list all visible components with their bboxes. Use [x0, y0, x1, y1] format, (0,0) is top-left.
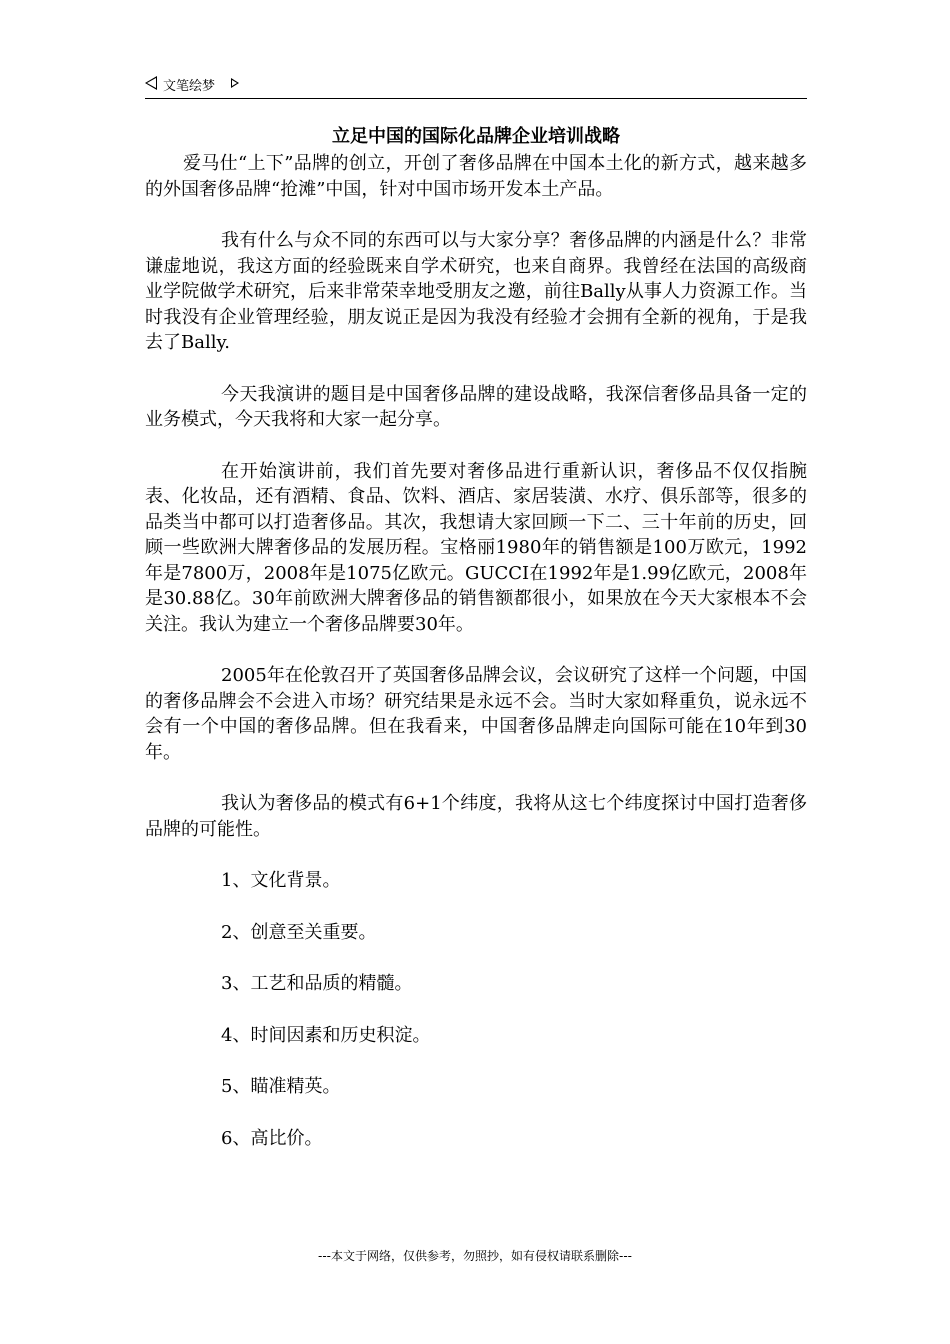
- list-item-1: 1、文化背景。: [221, 870, 341, 891]
- paragraph-2: 我有什么与众不同的东西可以与大家分享？奢侈品牌的内涵是什么？非常谦虚地说，我这方面的经验既来自学术研究，也来自商界。我曾经在法国的高级商业学院做学术研究，后来非常荣幸地受朋友之邀，前往Bally从事人力资源工作。当时我没有企业管理经验，朋友说正是因为我没有经验才会拥有全新的视角，于是我去了Bally.: [145, 230, 807, 353]
- document-title: 立足中国的国际化品牌企业培训战略: [332, 126, 620, 147]
- list-item-5: 5、瞄准精英。: [221, 1076, 341, 1097]
- header-brand: 文笔绘梦: [163, 79, 216, 94]
- page-header: [145, 72, 807, 99]
- paragraph-6: 我认为奢侈品的模式有6+1个纬度，我将从这七个纬度探讨中国打造奢侈品牌的可能性。: [145, 793, 807, 840]
- footer-disclaimer: ---本文于网络，仅供参考，勿照抄，如有侵权请联系删除---: [318, 1249, 632, 1263]
- paragraph-1: 爱马仕“上下”品牌的创立，开创了奢侈品牌在中国本土化的新方式，越来越多的外国奢侈品牌“抢滩”中国，针对中国市场开发本土产品。: [145, 153, 807, 200]
- right-arrow-icon: [231, 78, 239, 88]
- paragraph-5: 2005年在伦敦召开了英国奢侈品牌会议，会议研究了这样一个问题，中国的奢侈品牌会不会进入市场？研究结果是永远不会。当时大家如释重负，说永远不会有一个中国的奢侈品牌。但在我看来，中国奢侈品牌走向国际可能在10年到30年。: [145, 665, 807, 763]
- document-body: [145, 123, 807, 1177]
- list-item-6: 6、高比价。: [221, 1127, 323, 1149]
- paragraph-3: 今天我演讲的题目是中国奢侈品牌的建设战略，我深信奢侈品具备一定的业务模式，今天我将和大家一起分享。: [145, 383, 807, 430]
- paragraph-4: 在开始演讲前，我们首先要对奢侈品进行重新认识，奢侈品不仅仅指腕表、化妆品，还有酒精、食品、饮料、酒店、家居装潢、水疗、俱乐部等，很多的品类当中都可以打造奢侈品。其次，我想请大家回顾一下二、三十年前的历史，回顾一些欧洲大牌奢侈品的发展历程。宝格丽1980年的销售额是100万欧元，1992年是7800万，2008年是1075亿欧元。GUCCI在1992年是1.99亿欧元，2008年是30.88亿。30年前欧洲大牌奢侈品的销售额都很小，如果放在今天大家根本不会关注。我认为建立一个奢侈品牌要30年。: [145, 460, 807, 635]
- list-item-4: 4、时间因素和历史积淀。: [221, 1024, 431, 1046]
- left-arrow-icon: [145, 76, 157, 90]
- list-item-3: 3、工艺和品质的精髓。: [221, 973, 413, 994]
- list-item-2: 2、创意至关重要。: [221, 921, 377, 943]
